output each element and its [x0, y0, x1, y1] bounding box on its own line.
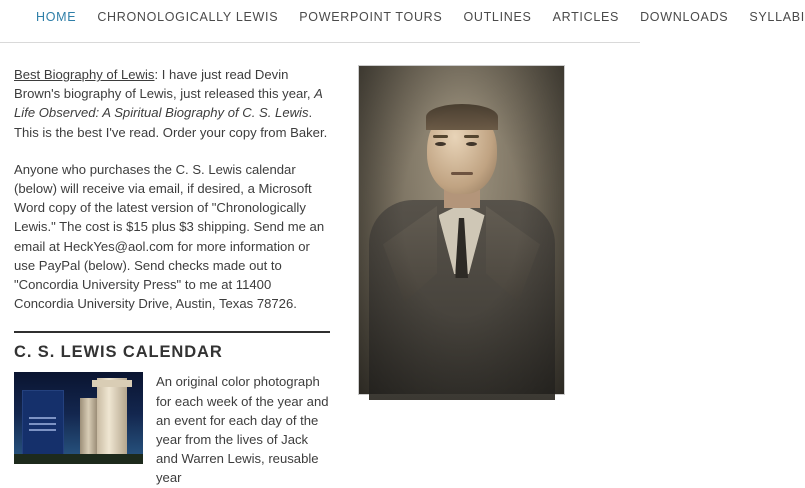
best-biography-link[interactable]: Best Biography of Lewis: [14, 67, 155, 82]
nav-item-powerpoint-tours[interactable]: POWERPOINT TOURS: [299, 10, 443, 24]
nav-item-articles[interactable]: ARTICLES: [552, 10, 620, 24]
best-biography-text-1: : I have just read Devin Brown's biography of Lewis, just released this year,: [14, 67, 315, 102]
best-biography-paragraph: [14, 65, 330, 142]
right-column: [330, 65, 640, 488]
best-biography-text-2: . This is the best I've read. Order your copy from Baker.: [14, 105, 328, 140]
calendar-booklet: [22, 390, 64, 456]
nav-item-chronologically-lewis[interactable]: CHRONOLOGICALLY LEWIS: [97, 10, 279, 24]
nav-item-downloads[interactable]: DOWNLOADS: [640, 10, 729, 24]
calendar-purchase-paragraph: Anyone who purchases the C. S. Lewis calendar (below) will receive via email, if desired, a Microsoft Word copy of the latest version of "Chronologically Lewis." The cost is $15 plus $3 shipping. Send me an email at HeckYes@aol.com for more information or use PayPal (below). Send checks made out to "Concordia University Press" to me at 11400 Concordia University Drive, Austin, Texas 78726.: [14, 161, 325, 312]
cs-lewis-portrait: [358, 65, 565, 395]
calendar-cover-image: [14, 372, 143, 464]
calendar-foreground: [14, 454, 143, 464]
book-title-italic: A Life Observed: A Spiritual Biography of C. S. Lewis: [14, 86, 323, 121]
calendar-row: [14, 372, 330, 487]
nav-item-outlines[interactable]: OUTLINES: [463, 10, 532, 24]
page-content: [0, 43, 640, 488]
nav-item-syllabi[interactable]: SYLLABI: [749, 10, 805, 24]
left-column: [0, 65, 330, 488]
portrait-vignette: [359, 66, 564, 394]
calendar-description: An original color photograph for each week of the year and an event for each day of the year from the lives of Jack and Warren Lewis, reusable year: [156, 374, 329, 486]
calendar-section-title: C. S. LEWIS CALENDAR: [14, 331, 330, 362]
calendar-tower-main: [97, 378, 127, 464]
nav-item-home[interactable]: HOME: [36, 10, 77, 24]
main-navigation[interactable]: [0, 0, 805, 34]
portrait-background: [359, 66, 564, 394]
